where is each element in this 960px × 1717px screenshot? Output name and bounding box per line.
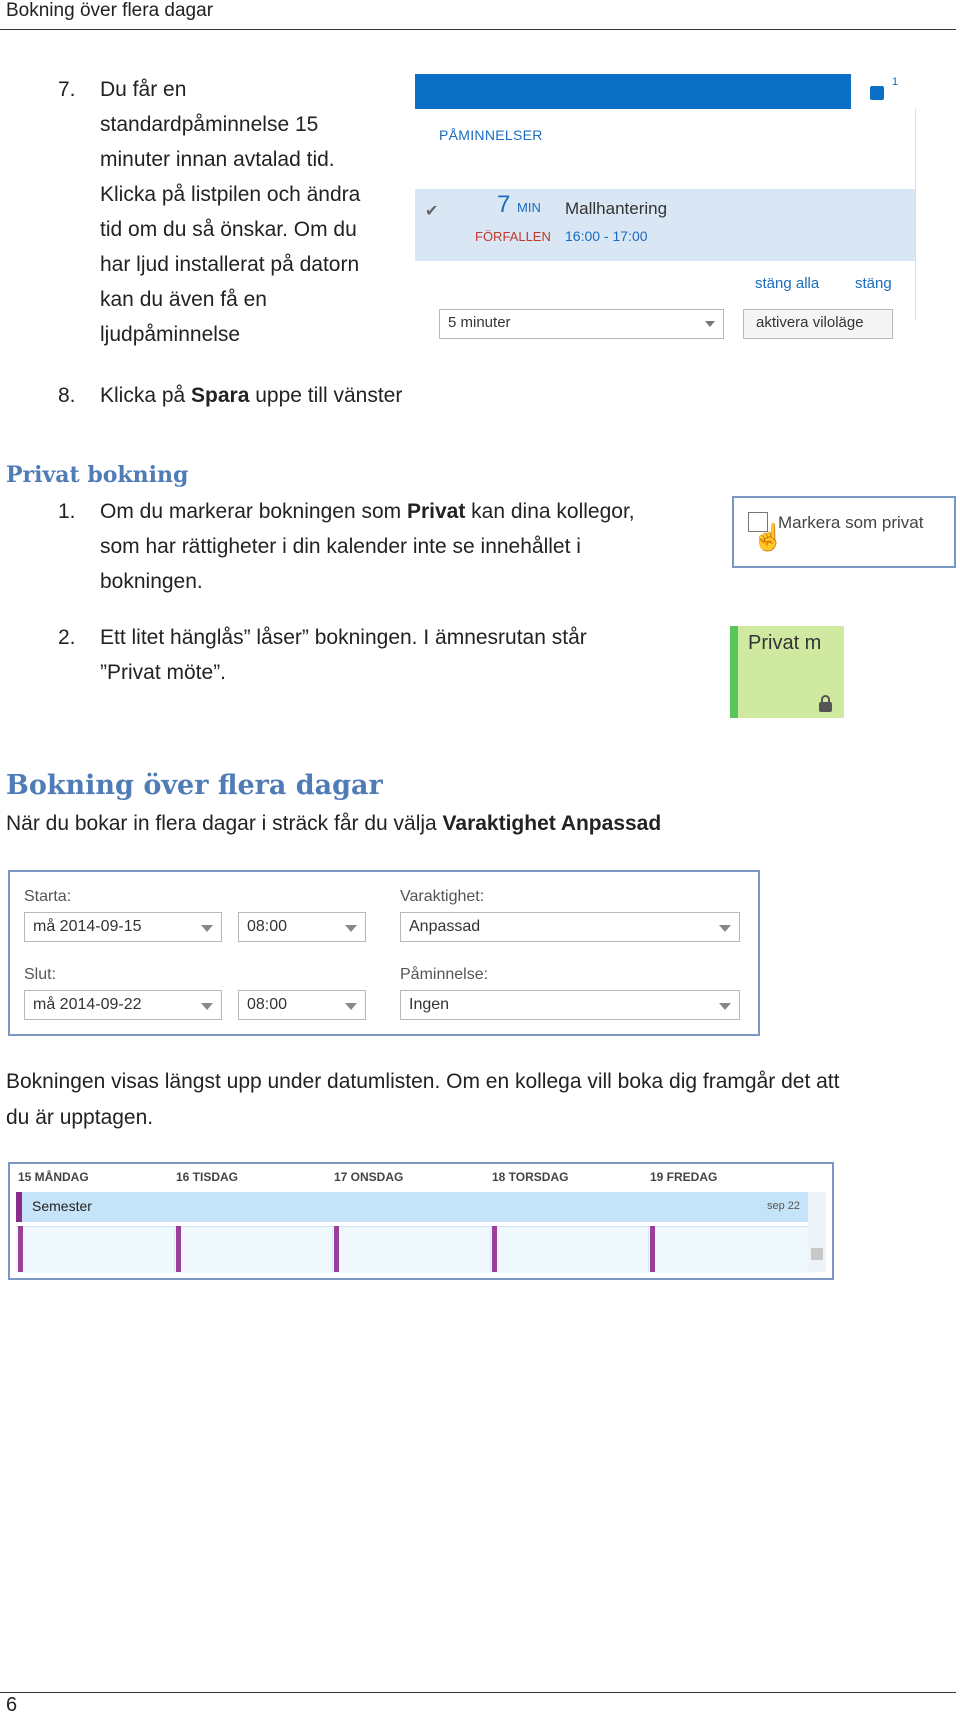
duration-value: Anpassad bbox=[409, 918, 481, 935]
step-7-line-8: ljudpåminnelse bbox=[100, 323, 241, 346]
step-7-line-3: minuter innan avtalad tid. bbox=[100, 148, 335, 171]
line-post: kan dina kollegor, bbox=[465, 500, 635, 523]
snooze-button[interactable] bbox=[743, 309, 893, 339]
calendar-icon[interactable] bbox=[870, 86, 884, 100]
step-7-line-1: Du får en bbox=[100, 78, 187, 101]
minutes-value: 7 bbox=[497, 191, 511, 218]
page-number: 6 bbox=[6, 1694, 18, 1716]
reminder-count-badge: 1 bbox=[892, 76, 899, 88]
chevron-down-icon bbox=[345, 925, 357, 932]
intro-bold: Varaktighet Anpassad bbox=[442, 812, 662, 835]
mark-private-box bbox=[732, 496, 956, 568]
step-7-line-4: Klicka på listpilen och ändra bbox=[100, 183, 361, 206]
busy-marker bbox=[492, 1226, 497, 1272]
chevron-down-icon bbox=[719, 1003, 731, 1010]
end-date-value: må 2014-09-22 bbox=[33, 996, 142, 1013]
private-heading: Privat bokning bbox=[6, 462, 189, 488]
paragraph-line-1: Bokningen visas längst upp under datumlisten. Om en kollega vill boka dig framgår det att bbox=[6, 1070, 840, 1093]
day-header[interactable]: 17 ONSDAG bbox=[334, 1170, 404, 1184]
all-day-event[interactable] bbox=[16, 1192, 812, 1222]
start-label: Starta: bbox=[24, 888, 72, 905]
minutes-unit: MIN bbox=[517, 200, 541, 215]
intro-pre: När du bokar in flera dagar i sträck får du välja bbox=[6, 812, 443, 835]
chevron-down-icon bbox=[201, 1003, 213, 1010]
day-divider bbox=[174, 1226, 175, 1272]
busy-marker bbox=[176, 1226, 181, 1272]
end-date-select[interactable] bbox=[24, 990, 222, 1020]
step-8 bbox=[58, 378, 658, 413]
day-header[interactable]: 19 FREDAG bbox=[650, 1170, 718, 1184]
event-end-date: sep 22 bbox=[766, 1200, 800, 1212]
private-step-2 bbox=[58, 620, 718, 692]
private-step-1-line-1 bbox=[100, 494, 635, 529]
scroll-up-icon[interactable] bbox=[811, 1248, 823, 1260]
event-title: Semester bbox=[32, 1198, 92, 1214]
start-time-value: 08:00 bbox=[247, 918, 288, 935]
footer-rule bbox=[0, 1692, 956, 1693]
line-bold: Privat bbox=[406, 500, 466, 523]
date-form bbox=[8, 870, 760, 1036]
private-checkbox-label: Markera som privat bbox=[778, 513, 924, 532]
week-strip bbox=[8, 1162, 834, 1280]
line-pre: Om du markerar bokningen som bbox=[100, 500, 407, 523]
chevron-down-icon bbox=[345, 1003, 357, 1010]
day-header[interactable]: 16 TISDAG bbox=[176, 1170, 239, 1184]
end-time-value: 08:00 bbox=[247, 996, 288, 1013]
scrollbar[interactable] bbox=[808, 1192, 826, 1272]
chevron-down-icon bbox=[719, 925, 731, 932]
day-divider bbox=[332, 1226, 333, 1272]
reminder-panel bbox=[415, 74, 915, 331]
step-7-line-5: tid om du så önskar. Om du bbox=[100, 218, 357, 241]
chevron-down-icon bbox=[201, 925, 213, 932]
private-step-1-line-2: som har rättigheter i din kalender inte se innehållet i bbox=[100, 535, 581, 558]
snooze-select[interactable] bbox=[439, 309, 724, 339]
day-header[interactable]: 15 MÅNDAG bbox=[18, 1170, 89, 1184]
reminder-select[interactable] bbox=[400, 990, 740, 1020]
reminder-value: Ingen bbox=[409, 996, 450, 1013]
busy-marker bbox=[650, 1226, 655, 1272]
step-7-line-6: har ljud installerat på datorn bbox=[100, 253, 360, 276]
private-step-1 bbox=[58, 494, 718, 604]
time-grid bbox=[16, 1226, 812, 1273]
step-number: 2. bbox=[58, 626, 76, 649]
reminder-row[interactable] bbox=[415, 189, 915, 261]
day-header[interactable]: 18 TORSDAG bbox=[492, 1170, 569, 1184]
step-8-pre: Klicka på bbox=[100, 384, 192, 407]
busy-marker bbox=[334, 1226, 339, 1272]
start-date-select[interactable] bbox=[24, 912, 222, 942]
reminder-title-bar bbox=[415, 74, 851, 109]
chevron-down-icon bbox=[705, 321, 715, 327]
start-date-value: må 2014-09-15 bbox=[33, 918, 142, 935]
duration-select[interactable] bbox=[400, 912, 740, 942]
private-appointment-tile bbox=[730, 626, 844, 718]
multiday-intro bbox=[6, 806, 661, 841]
snooze-button-label: aktivera viloläge bbox=[756, 314, 864, 331]
step-number: 1. bbox=[58, 500, 76, 523]
paragraph-line-2: du är upptagen. bbox=[6, 1106, 154, 1129]
step-8-text bbox=[100, 378, 402, 413]
reminder-card bbox=[415, 109, 916, 331]
reminder-label: Påminnelse: bbox=[400, 966, 489, 983]
hand-cursor-icon: ☝ bbox=[752, 522, 785, 552]
private-step-2-line-1: Ett litet hänglås” låser” bokningen. I ämnesrutan står bbox=[100, 626, 587, 649]
day-divider bbox=[648, 1226, 649, 1272]
duration-label: Varaktighet: bbox=[400, 888, 485, 905]
day-divider bbox=[490, 1226, 491, 1272]
reminder-panel-title: PÅMINNELSER bbox=[439, 127, 543, 143]
step-number: 8. bbox=[58, 384, 76, 407]
step-7-line-7: kan du även få en bbox=[100, 288, 267, 311]
running-header: Bokning över flera dagar bbox=[6, 0, 214, 21]
end-label: Slut: bbox=[24, 966, 57, 983]
step-8-post: uppe till vänster bbox=[249, 384, 403, 407]
multiday-heading: Bokning över flera dagar bbox=[6, 770, 383, 801]
private-tile-text: Privat m bbox=[748, 632, 822, 654]
close-all-link[interactable]: stäng alla bbox=[755, 275, 820, 292]
step-7 bbox=[58, 72, 418, 362]
step-7-line-2: standardpåminnelse 15 bbox=[100, 113, 319, 136]
lock-icon bbox=[819, 702, 832, 712]
reminder-time: 16:00 - 17:00 bbox=[565, 228, 648, 244]
header-rule bbox=[0, 29, 956, 30]
checkmark-icon: ✔ bbox=[425, 203, 439, 220]
private-step-2-line-2: ”Privat möte”. bbox=[100, 661, 227, 684]
event-color-bar bbox=[16, 1192, 22, 1222]
overdue-label: FÖRFALLEN bbox=[475, 229, 551, 244]
step-8-bold: Spara bbox=[191, 384, 250, 407]
end-time-select[interactable] bbox=[238, 990, 366, 1020]
reminder-subject: Mallhantering bbox=[565, 199, 668, 218]
snooze-value: 5 minuter bbox=[448, 314, 511, 331]
busy-marker bbox=[18, 1226, 23, 1272]
close-link[interactable]: stäng bbox=[855, 275, 892, 292]
start-time-select[interactable] bbox=[238, 912, 366, 942]
minutes-remaining bbox=[497, 191, 541, 219]
step-number: 7. bbox=[58, 78, 76, 101]
private-step-1-line-3: bokningen. bbox=[100, 570, 203, 593]
